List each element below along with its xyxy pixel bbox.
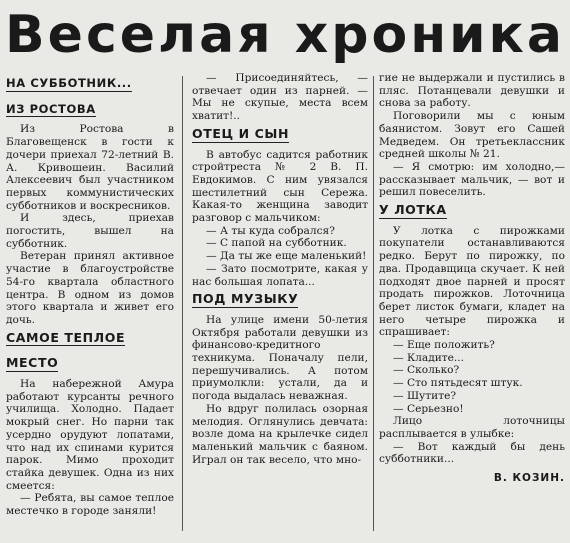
section-heading: У ЛОТКА bbox=[379, 202, 447, 218]
section-heading: МЕСТО bbox=[6, 355, 59, 371]
paragraph: Поговорили мы с юным баянистом. Зовут его Сашей Медведем. Он третьеклассник средней школы № 21. bbox=[379, 110, 565, 161]
paragraph: — Присоединяйтесь, — отвечает один из парней. — Мы не скупые, места всем хватит!.. bbox=[192, 72, 368, 123]
paragraph: — Зато посмотрите, какая у нас большая лопата... bbox=[192, 262, 368, 288]
section-heading: ПОД МУЗЫКУ bbox=[192, 291, 299, 307]
column-divider bbox=[182, 76, 183, 531]
column-divider bbox=[373, 76, 374, 531]
paragraph: — Ребята, вы самое теплое местечко в городе заняли! bbox=[6, 492, 174, 518]
paragraph: — Сто пятьдесят штук. bbox=[393, 377, 523, 390]
section-heading: НА СУББОТНИК... bbox=[6, 76, 132, 90]
paragraph: В автобус садится работник стройтреста № 2 В. П. Евдокимов. С ним увязался шестилетний сын Сережа. Какая-то женщина заводит разговор с мальчиком: bbox=[192, 148, 368, 225]
paragraph: И здесь, приехав погостить, вышел на субботник. bbox=[6, 212, 174, 250]
paragraph: — Сколько? bbox=[393, 364, 460, 377]
section-heading: ОТЕЦ И СЫН bbox=[192, 125, 290, 141]
paragraph: — Я смотрю: им холодно,— рассказывает мальчик, — вот и решил повеселить. bbox=[379, 160, 565, 199]
section-heading: САМОЕ ТЕПЛОЕ bbox=[6, 329, 126, 345]
paragraph: У лотка с пирожками покупатели останавливаются редко. Берут по пирожку, по два. Продавщица скучает. К ней подходят двое парней и просят продать пирожков. Лоточница берет листок бумаги, кладет на него четыре пирожка и спрашивает: bbox=[379, 224, 565, 339]
paragraph: На набережной Амура работают курсанты речного училища. Холодно. Падает мокрый снег. Но парни так усердно орудуют лопатами, что над их спинами курится парок. Мимо проходит стайка девушек. Одна из них смеется: bbox=[6, 378, 174, 492]
paragraph: Лицо лоточницы расплывается в улыбке: bbox=[379, 415, 565, 440]
paragraph: — Еще положить? bbox=[393, 339, 495, 352]
paragraph: — Вот каждый бы день субботники... bbox=[379, 440, 565, 466]
column-2 bbox=[192, 72, 368, 466]
paragraph: На улице имени 50-летия Октября работали девушки из финансово-кредитного техникума. Поначалу пели, перешучивались. А потом приумолкли: устали, да и погода выдалась неважная. bbox=[192, 313, 368, 403]
paragraph: — А ты куда собрался? bbox=[206, 224, 335, 237]
masthead-title: Веселая хроника bbox=[5, 5, 565, 65]
author-signature: В. КОЗИН. bbox=[493, 472, 565, 485]
paragraph: — Да ты же еще маленький! bbox=[206, 250, 367, 263]
paragraph: — Серьезно! bbox=[393, 402, 464, 415]
paragraph: Ветеран принял активное участие в благоустройстве 54-го квартала областного центра. В одном из домов этого квартала и живет его дочь. bbox=[6, 250, 174, 326]
paragraph: — С папой на субботник. bbox=[206, 237, 347, 250]
paragraph: — Кладите... bbox=[393, 351, 465, 364]
paragraph: гие не выдержали и пустились в пляс. Потанцевали девушки и снова за работу. bbox=[379, 72, 565, 110]
paragraph: Из Ростова в Благовещенск в гости к дочери приехал 72-летний В. А. Кривошеин. Василий Алексеевич был участником первых коммунистических субботников и воскресников. bbox=[6, 123, 174, 212]
paragraph: — Шутите? bbox=[393, 389, 457, 402]
section-heading: ИЗ РОСТОВА bbox=[6, 101, 96, 116]
paragraph: Но вдруг полилась озорная мелодия. Оглянулись девчата: возле дома на крылечке сидел маленький мальчик с баяном. Играл он так весело, что мно- bbox=[192, 402, 368, 466]
column-1 bbox=[6, 72, 174, 518]
column-3 bbox=[379, 72, 565, 485]
